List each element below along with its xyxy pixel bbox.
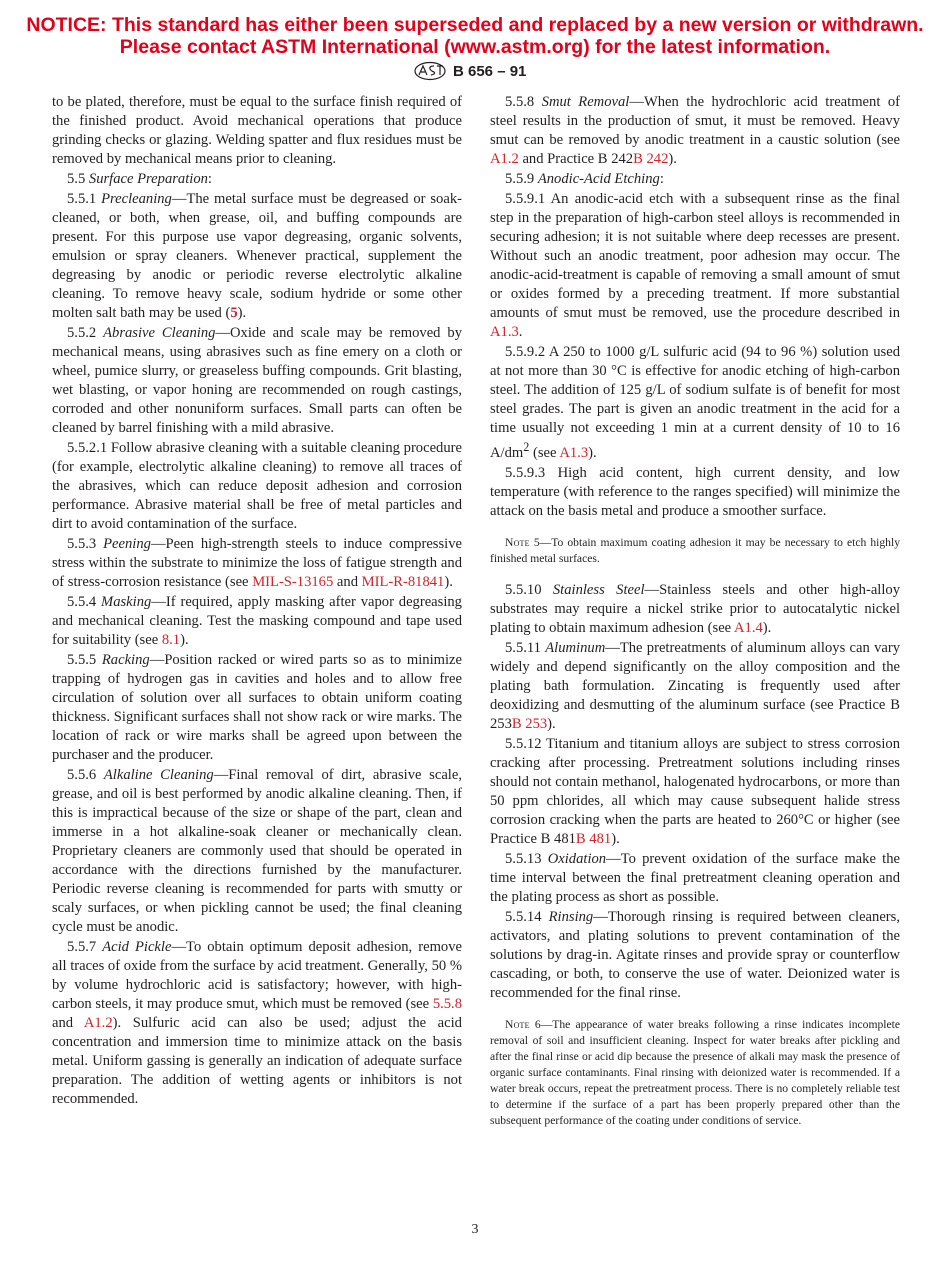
section-5-5-2: 5.5.2 Abrasive Cleaning—Oxide and scale may be removed by mechanical means, using abrasives such as fine emery on a cloth or wheel, pumice slurry, or greaseless buffing compounds. Grit blasting, wet blasting, or vapor honing are recommended on rough castings, corroded and other nonuniform surfaces. Small parts can often be cleaned by barrel finishing with a mild abrasive. <box>52 325 462 436</box>
section-5-5-9-2: 5.5.9.2 A 250 to 1000 g/L sulfuric acid (94 to 96 %) solution used at not more than 30 °C is effective for anodic etching of high-carbon steel. The addition of 125 g/L of sodium sulfate is of benefit for most steel grades. The part is given an anodic treatment in the acid for a time usually not exceeding 1 min at a current density of 10 to 16 $A/dm^2$ (see A1.3). <box>490 344 900 461</box>
reference-link[interactable]: B 481 <box>575 830 612 847</box>
reference-link[interactable]: A1.3 <box>559 444 589 461</box>
reference-link[interactable]: 5 <box>230 305 238 321</box>
section-5-5-11: 5.5.11 Aluminum—The pretreatments of aluminum alloys can vary widely and depend significantly on the alloy composition and the plating bath formulation. Zincating is frequently used after deoxidizing and desmutting of the aluminum surface (see Practice B 253B 253). <box>490 639 900 732</box>
paragraph-continuation: to be plated, therefore, must be equal to the surface finish required of the finished product. Avoid mechanical operations that produce grinding checks or glazing. Welding spatter and flux residues must be removed by mechanical means prior to cleaning. <box>52 94 462 167</box>
reference-link[interactable]: MIL-S-13165 <box>252 574 334 590</box>
notice-line-1: NOTICE: This standard has either been superseded and replaced by a new version or withdrawn. <box>26 14 924 36</box>
notice-line-2: Please contact ASTM International (www.astm.org) for the latest information. <box>119 36 831 58</box>
section-5-5-3: 5.5.3 Peening—Peen high-strength steels to induce compressive stress within the substrate to minimize the loss of fatigue strength and of stress-corrosion resistance (see MIL-S-13165 and MIL-R-81841). <box>52 536 462 590</box>
section-5-5-6: 5.5.6 Alkaline Cleaning—Final removal of dirt, abrasive scale, grease, and oil is best performed by anodic alkaline cleaning. Then, if this is impractical because of the size or shape of the part, clean and immerse in a hot alkaline-soak cleaner or mechanically clean. Proprietary cleaners are commonly used that should be operated in accordance with the directions furnished by the manufacturer. Periodic reverse cleaning is recommended for parts with smutty or scaly surfaces, or when pickling cannot be used; the final cleaning cycle must be anodic. <box>52 767 462 935</box>
note-5: Note 5—To obtain maximum coating adhesion it may be necessary to etch highly finished metal surfaces. <box>490 535 900 565</box>
reference-link[interactable]: A1.3 <box>490 324 519 340</box>
section-5-5-10: 5.5.10 Stainless Steel—Stainless steels and other high-alloy substrates may require a nickel strike prior to autocatalytic nickel plating to obtain maximum adhesion (see A1.4). <box>490 581 900 636</box>
document-header <box>413 60 526 82</box>
astm-logo-icon <box>413 61 447 81</box>
page-number: 3 <box>471 1222 479 1237</box>
reference-link[interactable]: 8.1 <box>161 632 181 648</box>
section-5-5-4: 5.5.4 Masking—If required, apply masking after vapor degreasing and mechanical cleaning. Test the masking compound and tape used for suitability (see 8.1). <box>52 594 462 648</box>
reference-link[interactable]: 5.5.8 <box>432 996 462 1012</box>
section-5-5-13: 5.5.13 Oxidation—To prevent oxidation of the surface make the time interval between the final pretreatment cleaning operation and the plating process as short as possible. <box>490 850 900 905</box>
reference-link[interactable]: A1.4 <box>734 619 763 636</box>
reference-link[interactable]: A1.2 <box>490 151 519 167</box>
section-5-5-7: 5.5.7 Acid Pickle—To obtain optimum deposit adhesion, remove all traces of oxide from the surface by acid treatment. Generally, 50 % by volume hydrochloric acid is satisfactory; however, with high-carbon steels, it may produce smut, which must be removed (see 5.5.8 and A1.2). Sulfuric acid can also be used; adjust the acid concentration and immersion time to minimize attack on the basis metal. Uniform gassing is generally an indication of adequate surface preparation. The addition of wetting agents or inhibitors is not recommended. <box>52 939 462 1107</box>
withdrawal-notice <box>0 14 950 58</box>
section-5-5-9-3: 5.5.9.3 High acid content, high current density, and low temperature (with reference to the ranges specified) will minimize the attack on the basis metal and produce a smoother surface. <box>490 464 900 519</box>
right-column <box>490 93 900 1143</box>
section-5-5-9-1: 5.5.9.1 An anodic-acid etch with a subsequent rinse as the final step in the preparation of high-carbon steel alloys is recommended in securing adhesion; it is not suitable where deep recesses are present. Without such an anodic treatment, poor adhesion may occur. The anodic-acid-treatment is capable of removing a small amount of smut or oxides formed by a preceding treatment. If more substantial amounts of smut must be removed, use the procedure described in A1.3. <box>490 191 900 340</box>
standard-designation: B 656 – 91 <box>453 62 527 80</box>
section-5-5-12: 5.5.12 Titanium and titanium alloys are subject to stress corrosion cracking after processing. Pretreatment solutions including rinses should not contain methanol, halogenated hydrocarbons, or more than 50 ppm chlorides, all which may cause subsequent halide stress corrosion cracking when the parts are heated to 260°C or higher (see Practice B 481B 481). <box>490 735 900 847</box>
section-5-5-5: 5.5.5 Racking—Position racked or wired parts so as to minimize trapping of hydrogen gas in cavities and holes and to allow free circulation of solution over all surfaces to obtain uniform coating thickness. Significant surfaces shall not show rack or wire marks. The location of rack or wire marks shall be agreed upon between the purchaser and the producer. <box>52 652 462 763</box>
reference-link[interactable]: A1.2 <box>83 1015 113 1031</box>
reference-link[interactable]: MIL-R-81841 <box>361 574 445 590</box>
section-5-5-14: 5.5.14 Rinsing—Thorough rinsing is required between cleaners, activators, and plating solutions to prevent contamination of the solutions by drag-in. Agitate rinses and provide spray or counterflow cascading, or both, to conserve the use of water. Deionized water is recommended for the final rinse. <box>490 908 900 1001</box>
section-5-5-2-1: 5.5.2.1 Follow abrasive cleaning with a suitable cleaning procedure (for example, electrolytic alkaline cleaning) to remove all traces of the abrasives, which can reduce deposit adhesion and corrosion performance. Abrasive material shall be free of metal particles and dirt to avoid contamination of the surface. <box>52 440 462 532</box>
section-5-5-8: 5.5.8 Smut Removal—When the hydrochloric acid treatment of steel results in the production of smut, it must be removed. Heavy smut can be removed by anodic treatment in a caustic solution (see A1.2 and Practice B 242B 242). <box>490 94 900 167</box>
section-5-5-9: 5.5.9 Anodic-Acid Etching: <box>505 171 664 187</box>
left-column <box>52 93 462 1110</box>
section-5-5: 5.5 Surface Preparation: <box>67 171 212 187</box>
note-6: Note 6—The appearance of water breaks following a rinse indicates incomplete removal of soil and insufficient cleaning. Inspect for water breaks after pickling and after the final rinse or acid dip because the presence of alkali may mask the presence of organic surface contaminants. Final rinsing with deionized water is recommended. If a water break occurs, repeat the pretreatment process. There is no completely reliable test to determine if the surface of a part has been properly prepared other than the subsequent performance of the coating under conditions of service. <box>490 1017 900 1127</box>
reference-link[interactable]: B 253 <box>511 715 548 732</box>
section-5-5-1: 5.5.1 Precleaning—The metal surface must be degreased or soak-cleaned, or both, when grease, oil, and buffing compounds are present. For this purpose use vapor degreasing, organic solvents, emulsion or spray cleaners. Whenever practical, supplement the degreasing by anodic or periodic reverse electrolytic alkaline cleaning. To remove heavy scale, sodium hydride or some other molten salt bath may be used (5). <box>52 191 462 321</box>
reference-link[interactable]: B 242 <box>633 151 669 167</box>
